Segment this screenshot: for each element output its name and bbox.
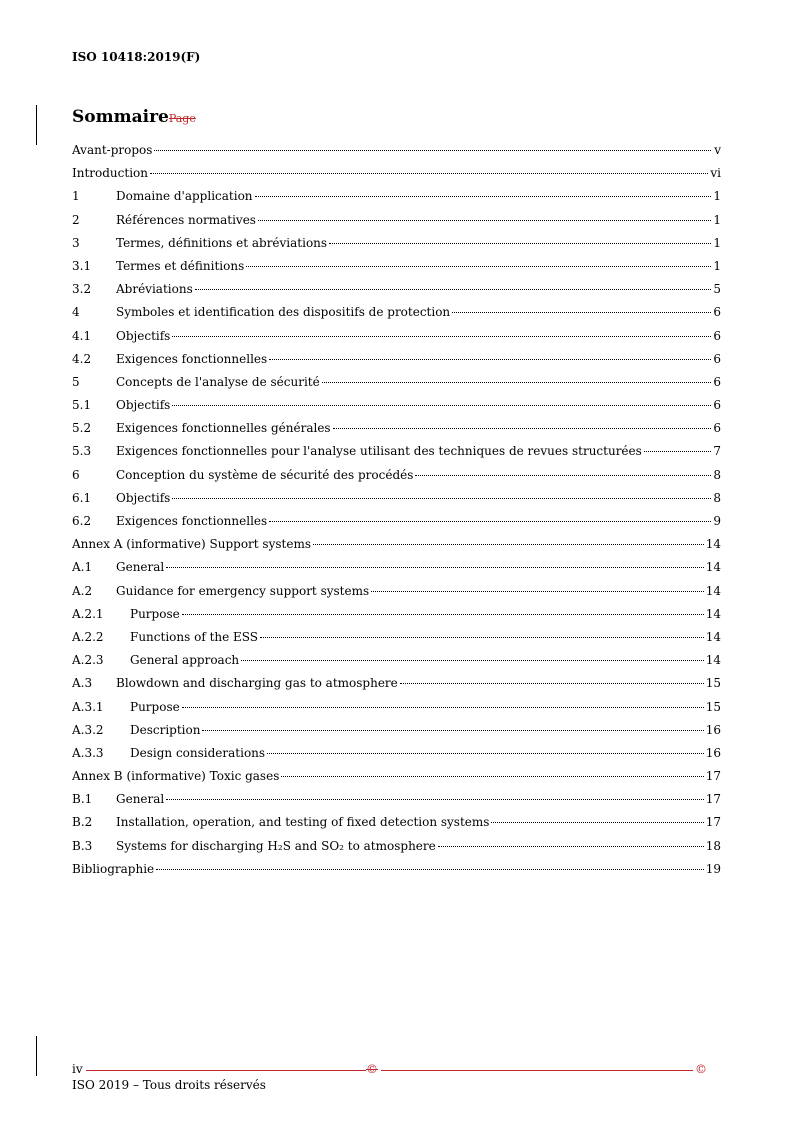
footer-inserted-copyright: © bbox=[695, 1062, 707, 1076]
toc-entry[interactable] bbox=[72, 189, 721, 212]
toc-dot-leader bbox=[329, 243, 711, 244]
toc-entry[interactable] bbox=[72, 723, 721, 746]
toc-entry-label: Functions of the ESS bbox=[130, 629, 259, 644]
toc-entry-page: 16 bbox=[705, 722, 721, 737]
toc-dot-leader bbox=[172, 405, 711, 406]
change-bar-bottom bbox=[36, 1036, 37, 1076]
toc-entry[interactable] bbox=[72, 352, 721, 375]
toc-entry-page: 6 bbox=[713, 398, 721, 413]
toc-entry[interactable] bbox=[72, 236, 721, 259]
toc-entry-label: Termes et définitions bbox=[116, 258, 245, 273]
toc-entry-label: Objectifs bbox=[116, 490, 171, 505]
toc-entry-label: Objectifs bbox=[116, 328, 171, 343]
toc-entry[interactable] bbox=[72, 329, 721, 352]
toc-entry[interactable] bbox=[72, 630, 721, 653]
toc-entry-number: 4 bbox=[72, 305, 80, 320]
toc-entry-page: 5 bbox=[713, 282, 721, 297]
toc-entry-label: Termes, définitions et abréviations bbox=[116, 235, 328, 250]
toc-dot-leader bbox=[644, 451, 711, 452]
toc-entry-number: B.2 bbox=[72, 815, 93, 830]
toc-dot-leader bbox=[371, 591, 704, 592]
document-header: ISO 10418:2019(F) bbox=[72, 50, 201, 64]
toc-title bbox=[72, 107, 196, 127]
toc-entry-label: Domaine d'application bbox=[116, 189, 253, 204]
toc-entry-page: 9 bbox=[713, 514, 721, 528]
toc-entry-number: 5.1 bbox=[72, 398, 92, 413]
toc-entry-page: 6 bbox=[713, 328, 721, 343]
footer-inserted-line bbox=[381, 1070, 693, 1071]
toc-entry-number: A.1 bbox=[72, 560, 93, 575]
toc-entry-number: A.3.3 bbox=[72, 745, 104, 760]
toc-entry[interactable] bbox=[72, 375, 721, 398]
toc-entry-label: Annex A (informative) Support systems bbox=[72, 537, 311, 552]
toc-entry-label: Abréviations bbox=[116, 282, 193, 297]
toc-entry-number: 3.1 bbox=[72, 258, 92, 273]
footer-deleted-copyright: © bbox=[366, 1062, 378, 1076]
toc-entry[interactable] bbox=[72, 607, 721, 630]
toc-entry[interactable] bbox=[72, 282, 721, 305]
toc-entry-page: 8 bbox=[713, 490, 721, 505]
toc-entry-label: Exigences fonctionnelles bbox=[116, 351, 268, 366]
toc-dot-leader bbox=[269, 521, 711, 522]
toc-dot-leader bbox=[246, 266, 711, 267]
toc-entry-page: 14 bbox=[705, 583, 721, 598]
toc-entry-number: 4.1 bbox=[72, 328, 92, 343]
toc-entry-number: 3 bbox=[72, 235, 80, 250]
toc-entry-number: A.3.1 bbox=[72, 699, 104, 714]
toc-entry-label: Symboles et identification des dispositifs de protection bbox=[116, 305, 451, 320]
toc-entry[interactable] bbox=[72, 769, 721, 792]
toc-entry[interactable] bbox=[72, 305, 721, 328]
toc-entry[interactable] bbox=[72, 862, 721, 885]
toc-entry-number: A.2 bbox=[72, 583, 93, 598]
toc-entry-label: Avant-propos bbox=[72, 143, 153, 157]
toc-entry[interactable] bbox=[72, 560, 721, 583]
toc-entry[interactable] bbox=[72, 514, 721, 537]
toc-entry-number: A.2.1 bbox=[72, 606, 104, 621]
toc-entry-page: 8 bbox=[713, 467, 721, 482]
toc-entry-label: Bibliographie bbox=[72, 861, 155, 876]
toc-entry-number: 6.2 bbox=[72, 514, 92, 528]
toc-entry-label: Purpose bbox=[130, 699, 180, 714]
toc-dot-leader bbox=[491, 822, 703, 823]
toc-entry[interactable] bbox=[72, 444, 721, 467]
toc-entry-page: 14 bbox=[705, 629, 721, 644]
toc-entry-label: Purpose bbox=[130, 606, 180, 621]
toc-entry[interactable] bbox=[72, 398, 721, 421]
toc-entry[interactable] bbox=[72, 746, 721, 769]
toc-dot-leader bbox=[166, 799, 703, 800]
toc-dot-leader bbox=[172, 336, 711, 337]
toc-entry[interactable] bbox=[72, 653, 721, 676]
toc-entry-page: 1 bbox=[713, 212, 721, 227]
toc-entry-label: Guidance for emergency support systems bbox=[116, 583, 370, 598]
toc-dot-leader bbox=[269, 359, 711, 360]
toc-entry-number: 5 bbox=[72, 374, 80, 389]
toc-entry-page: 17 bbox=[705, 815, 721, 830]
toc-dot-leader bbox=[452, 312, 711, 313]
toc-entry-label: Systems for discharging H₂S and SO₂ to atmosphere bbox=[116, 838, 436, 853]
toc-dot-leader bbox=[182, 614, 704, 615]
toc-entry[interactable] bbox=[72, 468, 721, 491]
toc-entry-label: Installation, operation, and testing of fixed detection systems bbox=[116, 815, 490, 830]
toc-entry-label: Annex B (informative) Toxic gases bbox=[72, 769, 280, 784]
toc-entry-label: Objectifs bbox=[116, 398, 171, 413]
toc-entry-label: Exigences fonctionnelles pour l'analyse utilisant des techniques de revues structurées bbox=[116, 444, 642, 459]
footer-copyright-text: ISO 2019 – Tous droits réservés bbox=[72, 1078, 266, 1092]
toc-entry-page: 16 bbox=[705, 745, 721, 760]
toc-entry-page: 14 bbox=[705, 653, 721, 668]
toc-entry-label: General bbox=[116, 792, 165, 807]
toc-entry-label: Références normatives bbox=[116, 212, 256, 227]
toc-entry[interactable] bbox=[72, 166, 721, 189]
deleted-page-label: Page bbox=[168, 112, 196, 125]
toc-entry-page: 6 bbox=[713, 421, 721, 436]
toc-dot-leader bbox=[400, 683, 704, 684]
toc-dot-leader bbox=[415, 475, 711, 476]
toc-entry-number: A.2.2 bbox=[72, 629, 104, 644]
toc-entry-label: Exigences fonctionnelles bbox=[116, 514, 268, 528]
toc-entry-page: 1 bbox=[713, 189, 721, 204]
toc-entry[interactable] bbox=[72, 700, 721, 723]
toc-entry-page: 7 bbox=[713, 444, 721, 459]
toc-entry[interactable] bbox=[72, 213, 721, 236]
toc-dot-leader bbox=[313, 544, 704, 545]
toc-entry-number: 2 bbox=[72, 212, 80, 227]
toc-entry-label: Description bbox=[130, 722, 201, 737]
toc-dot-leader bbox=[281, 776, 703, 777]
toc-entry-page: 18 bbox=[705, 838, 721, 853]
toc-entry-page: 6 bbox=[713, 374, 721, 389]
toc-entry-page: 15 bbox=[705, 676, 721, 691]
toc-entry-label: Design considerations bbox=[130, 745, 266, 760]
toc-entry-page: 19 bbox=[705, 861, 721, 876]
toc-dot-leader bbox=[322, 382, 711, 383]
toc-entry-page: 1 bbox=[713, 258, 721, 273]
toc-entry-number: 3.2 bbox=[72, 282, 92, 297]
toc-entry[interactable] bbox=[72, 815, 721, 838]
toc-dot-leader bbox=[172, 498, 711, 499]
toc-entry-number: A.2.3 bbox=[72, 653, 104, 668]
footer-page-number: iv bbox=[72, 1062, 83, 1076]
toc-dot-leader bbox=[260, 637, 704, 638]
toc-entry-page: 14 bbox=[705, 537, 721, 552]
toc-entry[interactable] bbox=[72, 792, 721, 815]
toc-dot-leader bbox=[154, 150, 711, 151]
toc-entry-number: B.1 bbox=[72, 792, 93, 807]
toc-entry-page: vi bbox=[710, 166, 721, 181]
toc-dot-leader bbox=[241, 660, 704, 661]
toc-entry[interactable] bbox=[72, 584, 721, 607]
toc-entry-number: 6.1 bbox=[72, 490, 92, 505]
footer-deleted-line bbox=[86, 1070, 366, 1071]
toc-dot-leader bbox=[267, 753, 704, 754]
toc-entry-number: 1 bbox=[72, 189, 80, 204]
change-bar-top bbox=[36, 105, 37, 145]
toc-dot-leader bbox=[202, 730, 703, 731]
toc-dot-leader bbox=[333, 428, 711, 429]
toc-entry[interactable] bbox=[72, 259, 721, 282]
toc-entry[interactable] bbox=[72, 491, 721, 514]
toc-dot-leader bbox=[258, 220, 711, 221]
toc-entry[interactable] bbox=[72, 421, 721, 444]
toc-dot-leader bbox=[255, 196, 711, 197]
toc-entry-number: 4.2 bbox=[72, 351, 92, 366]
table-of-contents bbox=[72, 143, 721, 885]
toc-dot-leader bbox=[150, 173, 708, 174]
toc-entry-number: 5.2 bbox=[72, 421, 92, 436]
toc-title-text: Sommaire bbox=[72, 107, 169, 127]
toc-entry-page: 6 bbox=[713, 351, 721, 366]
toc-entry-page: 1 bbox=[713, 235, 721, 250]
toc-entry-label: General approach bbox=[130, 653, 240, 668]
toc-entry-page: v bbox=[714, 143, 721, 157]
toc-dot-leader bbox=[195, 289, 711, 290]
toc-entry-page: 14 bbox=[705, 606, 721, 621]
toc-entry-label: Introduction bbox=[72, 166, 148, 181]
toc-entry[interactable] bbox=[72, 839, 721, 862]
toc-entry-number: B.3 bbox=[72, 838, 93, 853]
toc-dot-leader bbox=[166, 567, 703, 568]
toc-entry[interactable] bbox=[72, 143, 721, 166]
toc-entry[interactable] bbox=[72, 537, 721, 560]
toc-dot-leader bbox=[182, 707, 704, 708]
toc-entry-label: Exigences fonctionnelles générales bbox=[116, 421, 331, 436]
toc-entry-page: 14 bbox=[705, 560, 721, 575]
toc-dot-leader bbox=[438, 846, 704, 847]
toc-entry-page: 17 bbox=[705, 792, 721, 807]
toc-entry-number: 6 bbox=[72, 467, 80, 482]
toc-entry-page: 6 bbox=[713, 305, 721, 320]
toc-entry-label: Concepts de l'analyse de sécurité bbox=[116, 374, 320, 389]
toc-entry-number: A.3.2 bbox=[72, 722, 104, 737]
toc-dot-leader bbox=[156, 869, 704, 870]
toc-entry-label: Blowdown and discharging gas to atmosphere bbox=[116, 676, 398, 691]
toc-entry-label: Conception du système de sécurité des procédés bbox=[116, 467, 414, 482]
toc-entry-page: 15 bbox=[705, 699, 721, 714]
toc-entry-number: A.3 bbox=[72, 676, 93, 691]
toc-entry[interactable] bbox=[72, 676, 721, 699]
toc-entry-page: 17 bbox=[705, 769, 721, 784]
toc-entry-number: 5.3 bbox=[72, 444, 92, 459]
toc-entry-label: General bbox=[116, 560, 165, 575]
